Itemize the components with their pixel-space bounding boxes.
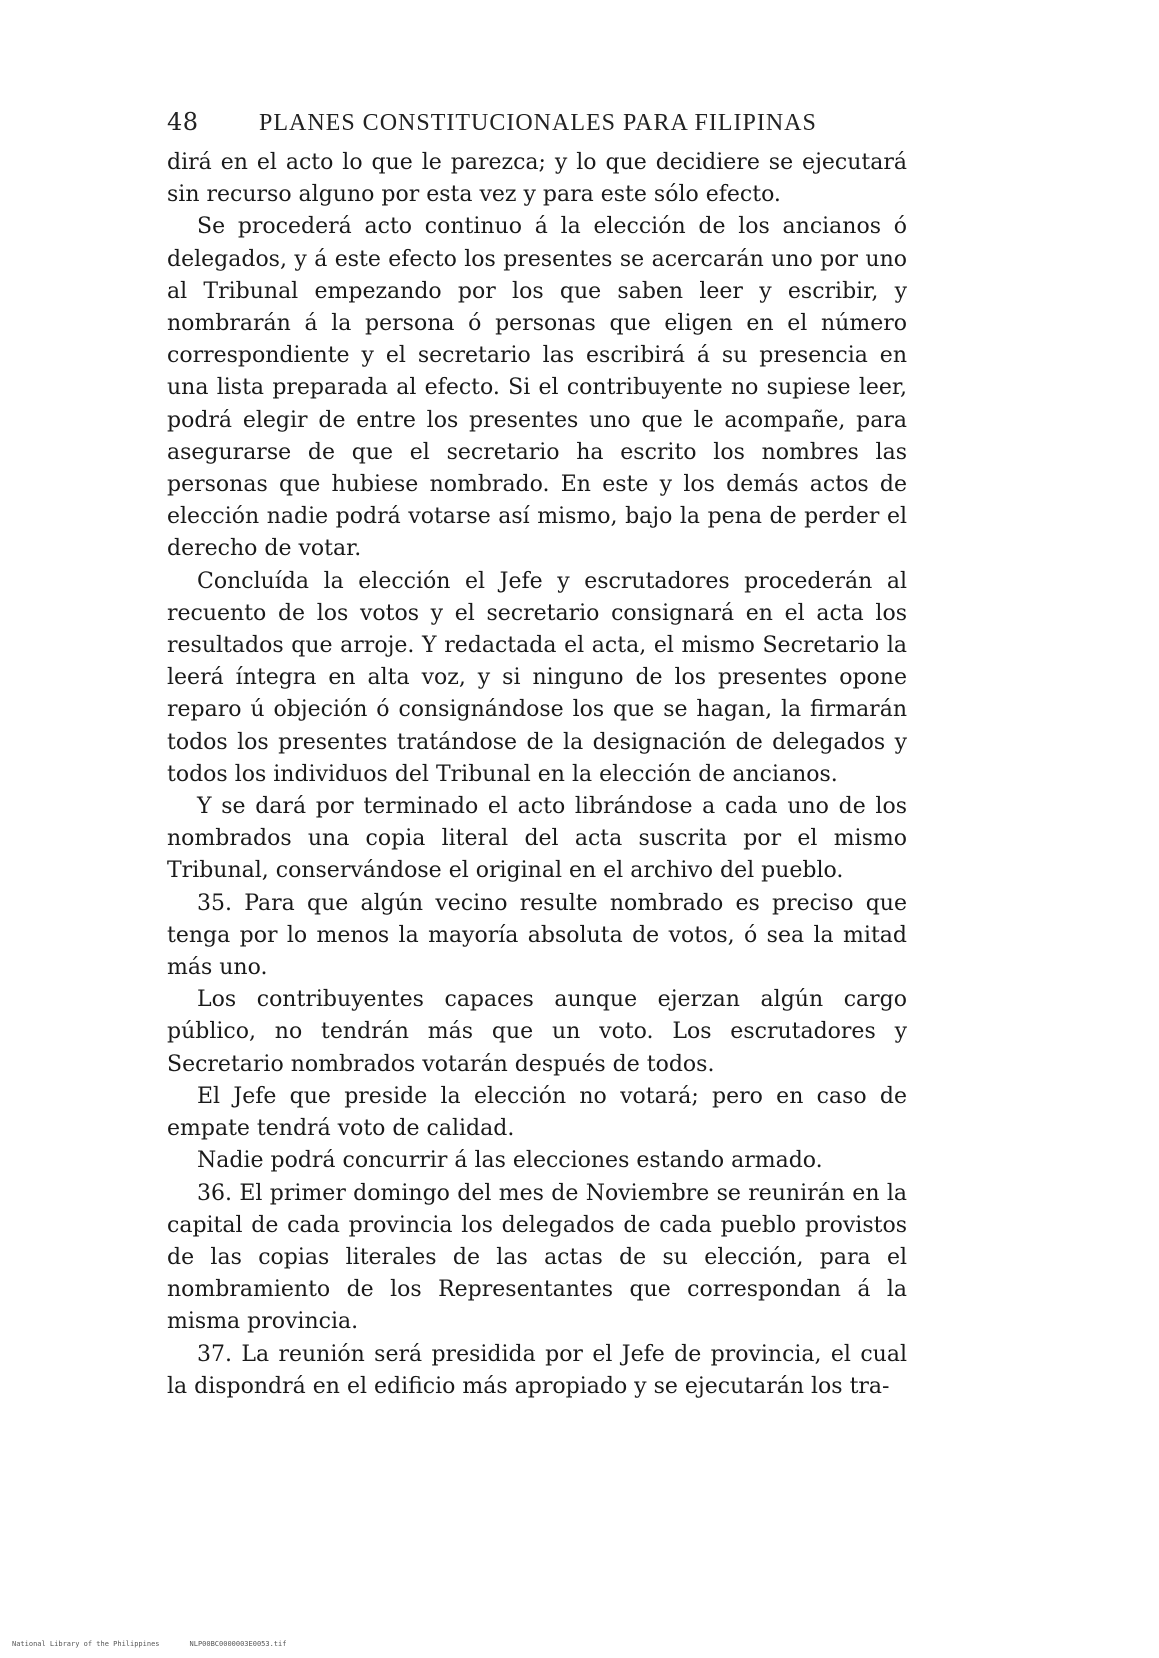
- article-36: 36. El primer domingo del mes de Noviembre se reunirán en la capital de cada provincia los delegados de cada pueblo provistos de las copias literales de las actas de su elección, para el nombramiento de los Representantes que correspondan á la misma provincia.: [167, 1180, 907, 1335]
- book-page: [167, 108, 907, 1403]
- article-35: 35. Para que algún vecino resulte nombrado es preciso que tenga por lo menos la mayoría absoluta de votos, ó sea la mitad más uno.: [167, 890, 907, 981]
- paragraph: Los contribuyentes capaces aunque ejerzan algún cargo público, no tendrán más que un voto. Los escrutadores y Secretario nombrados votarán después de todos.: [167, 987, 907, 1077]
- paragraph: El Jefe que preside la elección no votará; pero en caso de empate tendrá voto de calidad.: [167, 1083, 907, 1142]
- paragraph: Nadie podrá concurrir á las elecciones estando armado.: [197, 1148, 823, 1174]
- paragraph: Se procederá acto continuo á la elección de los ancianos ó delegados, y á este efecto los presentes se acercarán uno por uno al Tribunal empezando por los que saben leer y escribir, y nombrarán á la persona ó personas que eligen en el número correspondiente y el secretario las escribirá á su presencia en una lista preparada al efecto. Si el contribuyente no supiese leer, podrá elegir de entre los presentes uno que le acompañe, para asegurarse de que el secretario ha escrito los nombres las personas que hubiese nombrado. En este y los demás actos de elección nadie podrá votarse así mismo, bajo la pena de perder el derecho de votar.: [167, 214, 907, 562]
- running-head: [167, 108, 907, 137]
- paragraph: Concluída la elección el Jefe y escrutadores procederán al recuento de los votos y el secretario consignará en el acta los resultados que arroje. Y redactada el acta, el mismo Secretario la leerá íntegra en alta voz, y si ninguno de los presentes opone reparo ú objeción ó consignándose los que se hagan, la firmarán todos los presentes tratándose de la designación de delegados y todos los individuos del Tribunal en la elección de ancianos.: [167, 568, 907, 787]
- scan-source: National Library of the Philippines: [12, 1640, 160, 1648]
- article-37: 37. La reunión será presidida por el Jefe de provincia, el cual la dispondrá en el edificio más apropiado y se ejecutarán los tra-: [167, 1341, 907, 1399]
- page-number: 48: [167, 108, 199, 136]
- paragraph: Y se dará por terminado el acto librándose a cada uno de los nombrados una copia literal del acta suscrita por el mismo Tribunal, conservándose el original en el archivo del pueblo.: [167, 794, 907, 884]
- scan-filename: NLP00BC0000003E0053.tif: [189, 1640, 287, 1648]
- running-title: PLANES CONSTITUCIONALES PARA FILIPINAS: [259, 110, 817, 136]
- paragraph: dirá en el acto lo que le parezca; y lo que decidiere se ejecutará sin recurso alguno por esta vez y para este sólo efecto.: [167, 150, 907, 208]
- body-text: [167, 147, 907, 1403]
- scan-footer: [12, 1640, 286, 1648]
